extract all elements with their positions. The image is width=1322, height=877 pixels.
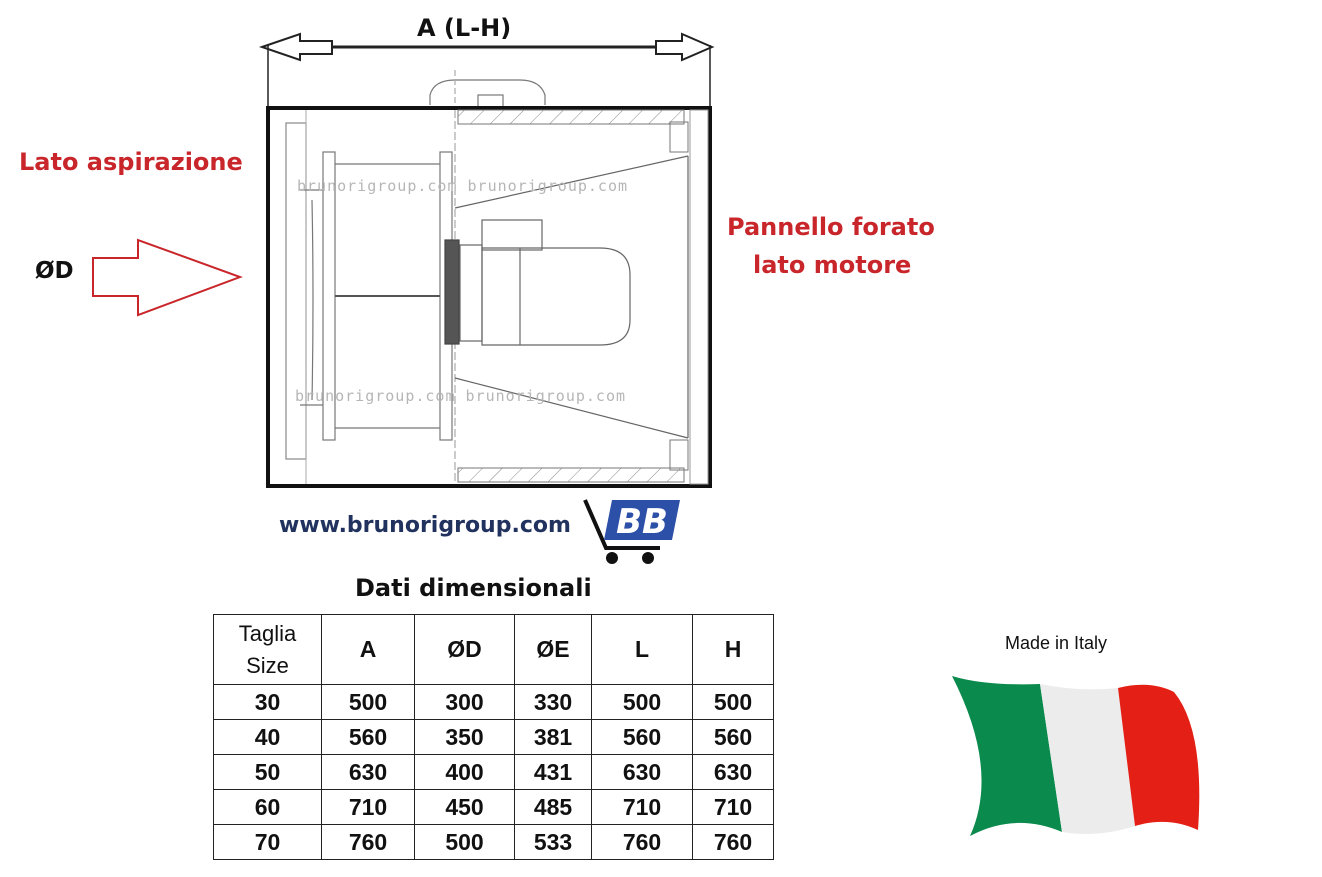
table-cell: 630 bbox=[322, 755, 415, 790]
motor-cap bbox=[430, 70, 545, 107]
table-cell: 400 bbox=[415, 755, 515, 790]
panel-label-line1: Pannello forato bbox=[727, 213, 935, 241]
table-cell: 50 bbox=[214, 755, 322, 790]
inlet-side-label: Lato aspirazione bbox=[19, 148, 243, 176]
table-cell: 630 bbox=[693, 755, 774, 790]
header-size-line1: Taglia bbox=[238, 620, 297, 646]
header-a: A bbox=[322, 615, 415, 685]
website-link[interactable]: www.brunorigroup.com bbox=[279, 513, 571, 538]
table-cell: 710 bbox=[592, 790, 693, 825]
hatched-panels bbox=[458, 110, 708, 484]
table-cell: 330 bbox=[515, 685, 592, 720]
header-oe: ØE bbox=[515, 615, 592, 685]
cart-logo-icon bbox=[585, 500, 680, 564]
table-cell: 381 bbox=[515, 720, 592, 755]
table-cell: 500 bbox=[592, 685, 693, 720]
table-title: Dati dimensionali bbox=[355, 574, 592, 602]
dimension-arrow bbox=[262, 34, 712, 110]
table-cell: 500 bbox=[693, 685, 774, 720]
table-cell: 560 bbox=[693, 720, 774, 755]
table-row bbox=[214, 720, 774, 755]
table-cell: 350 bbox=[415, 720, 515, 755]
italy-flag-icon bbox=[952, 676, 1199, 836]
table-cell: 485 bbox=[515, 790, 592, 825]
logo-text: BB bbox=[616, 502, 668, 542]
panel-label-line2: lato motore bbox=[753, 251, 912, 279]
table-cell: 30 bbox=[214, 685, 322, 720]
header-od: ØD bbox=[415, 615, 515, 685]
housing-outline bbox=[268, 108, 710, 486]
table-cell: 431 bbox=[515, 755, 592, 790]
table-cell: 710 bbox=[322, 790, 415, 825]
watermark-bottom: brunorigroup.com brunorigroup.com bbox=[295, 387, 627, 405]
inlet-arrow bbox=[93, 240, 240, 315]
table-cell: 630 bbox=[592, 755, 693, 790]
table-cell: 560 bbox=[322, 720, 415, 755]
made-in-label: Made in Italy bbox=[1005, 633, 1108, 653]
table-row bbox=[214, 825, 774, 860]
table-row bbox=[214, 685, 774, 720]
header-size-line2: Size bbox=[246, 652, 289, 678]
table-row bbox=[214, 790, 774, 825]
table-cell: 60 bbox=[214, 790, 322, 825]
table-header-row bbox=[214, 615, 774, 685]
table-cell: 300 bbox=[415, 685, 515, 720]
table-cell: 450 bbox=[415, 790, 515, 825]
motor bbox=[445, 220, 630, 345]
table-cell: 500 bbox=[322, 685, 415, 720]
table-cell: 40 bbox=[214, 720, 322, 755]
table-cell: 760 bbox=[693, 825, 774, 860]
table-cell: 533 bbox=[515, 825, 592, 860]
table-cell: 760 bbox=[592, 825, 693, 860]
table-cell: 500 bbox=[415, 825, 515, 860]
header-h: H bbox=[693, 615, 774, 685]
table-cell: 70 bbox=[214, 825, 322, 860]
dimension-label: A (L-H) bbox=[417, 14, 512, 42]
watermark-top: brunorigroup.com brunorigroup.com bbox=[297, 177, 629, 195]
table-cell: 560 bbox=[592, 720, 693, 755]
table-cell: 710 bbox=[693, 790, 774, 825]
table-cell: 760 bbox=[322, 825, 415, 860]
table-row bbox=[214, 755, 774, 790]
header-size bbox=[214, 615, 322, 685]
dimensions-table bbox=[213, 614, 774, 860]
header-l: L bbox=[592, 615, 693, 685]
diameter-label: ØD bbox=[35, 258, 74, 284]
